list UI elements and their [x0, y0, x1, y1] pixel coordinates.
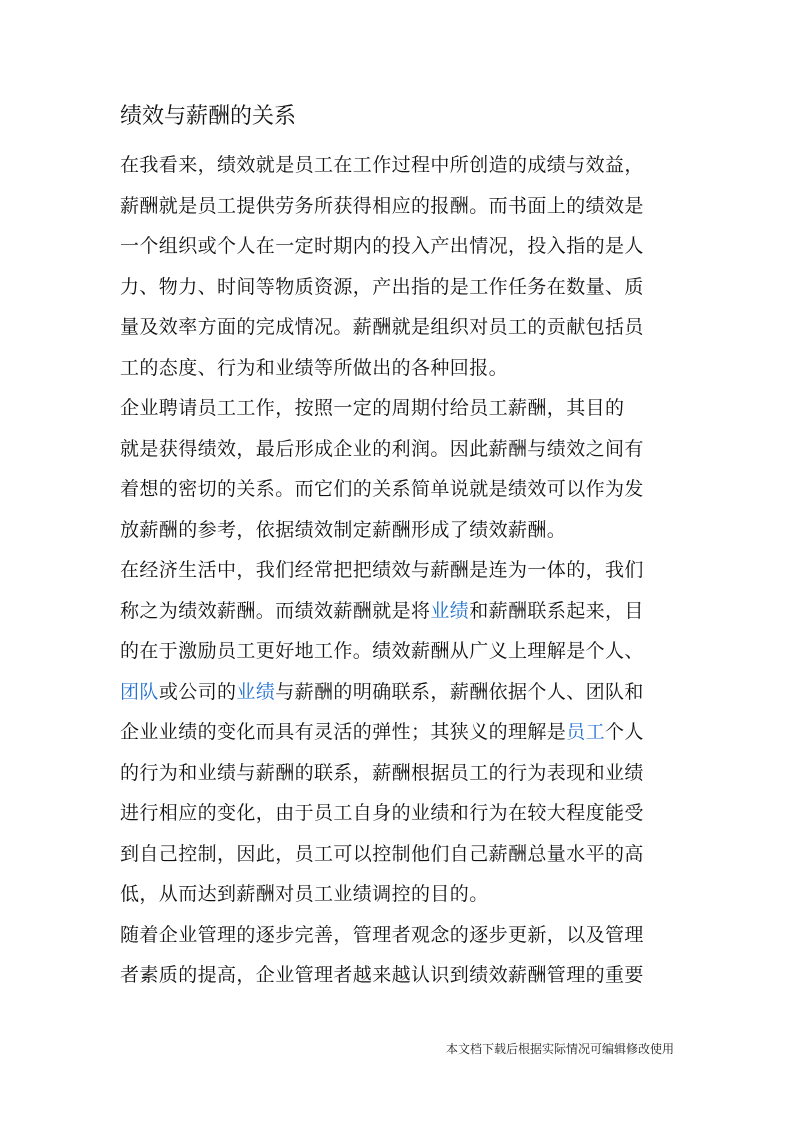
document-body: [120, 145, 680, 996]
text-segment: 进行相应的变化，由于员工自身的业绩和行为在较大程度能受: [120, 802, 644, 824]
text-segment: 个人: [605, 721, 644, 743]
text-line: [120, 753, 680, 794]
text-line: [120, 631, 680, 672]
text-segment: 在经济生活中，我们经常把把绩效与薪酬是连为一体的，我们: [120, 559, 644, 581]
text-line: [120, 712, 680, 753]
text-segment: 者素质的提高，企业管理者越来越认识到绩效薪酬管理的重要: [120, 964, 644, 986]
text-segment: 一个组织或个人在一定时期内的投入产出情况，投入指的是人: [120, 235, 644, 257]
hyperlink[interactable]: 业绩: [236, 680, 276, 703]
text-line: [120, 307, 680, 348]
text-segment: 力、物力、时间等物质资源，产出指的是工作任务在数量、质: [120, 275, 644, 298]
hyperlink[interactable]: 业绩: [430, 599, 470, 622]
text-segment: 的在于激励员工更好地工作。绩效薪酬从广义上理解是个人、: [120, 640, 644, 662]
text-line: [120, 469, 680, 510]
text-line: [120, 145, 680, 186]
text-line: [120, 550, 680, 591]
text-segment: 在我看来，绩效就是员工在工作过程中所创造的成绩与效益，: [120, 154, 644, 176]
text-segment: 薪酬就是员工提供劳务所获得相应的报酬。而书面上的绩效是: [120, 194, 644, 217]
text-line: [120, 874, 680, 915]
page-footer-note: 本文档下载后根据实际情况可编辑修改使用: [445, 1042, 674, 1056]
text-segment: 企业业绩的变化而具有灵活的弹性；其狭义的理解是: [120, 721, 567, 743]
hyperlink[interactable]: 员工: [566, 721, 606, 743]
text-segment: 企业聘请员工工作，按照一定的周期付给员工薪酬，其目的: [120, 397, 625, 419]
text-line: [120, 510, 680, 551]
text-line: [120, 955, 680, 996]
text-line: [120, 834, 680, 875]
text-line: [120, 186, 680, 227]
text-line: [120, 388, 680, 429]
text-segment: 工的态度、行为和业绩等所做出的各种回报。: [120, 356, 509, 379]
text-segment: 量及效率方面的完成情况。薪酬就是组织对员工的贡献包括员: [120, 316, 644, 338]
text-line: [120, 267, 680, 308]
text-segment: 随着企业管理的逐步完善，管理者观念的逐步更新，以及管理: [120, 923, 644, 946]
text-line: [120, 915, 680, 956]
text-line: [120, 591, 680, 632]
text-segment: 与薪酬的明确联系，薪酬依据个人、团队和: [275, 680, 644, 703]
text-segment: 就是获得绩效，最后形成企业的利润。因此薪酬与绩效之间有: [120, 437, 644, 460]
text-segment: 或公司的: [158, 680, 237, 703]
text-line: [120, 429, 680, 470]
text-segment: 和薪酬联系起来，目: [469, 599, 644, 622]
text-line: [120, 348, 680, 389]
text-segment: 着想的密切的关系。而它们的关系简单说就是绩效可以作为发: [120, 478, 644, 500]
hyperlink[interactable]: 团队: [120, 680, 159, 703]
text-segment: 称之为绩效薪酬。而绩效薪酬就是将: [120, 599, 431, 622]
text-segment: 的行为和业绩与薪酬的联系，薪酬根据员工的行为表现和业绩: [120, 761, 644, 784]
text-segment: 到自己控制，因此，员工可以控制他们自己薪酬总量水平的高: [120, 842, 644, 865]
text-line: [120, 793, 680, 834]
text-line: [120, 226, 680, 267]
text-segment: 放薪酬的参考，依据绩效制定薪酬形成了绩效薪酬。: [120, 518, 567, 541]
document-title: 绩效与薪酬的关系: [120, 104, 297, 129]
text-segment: 低，从而达到薪酬对员工业绩调控的目的。: [120, 883, 489, 905]
text-line: [120, 672, 680, 713]
